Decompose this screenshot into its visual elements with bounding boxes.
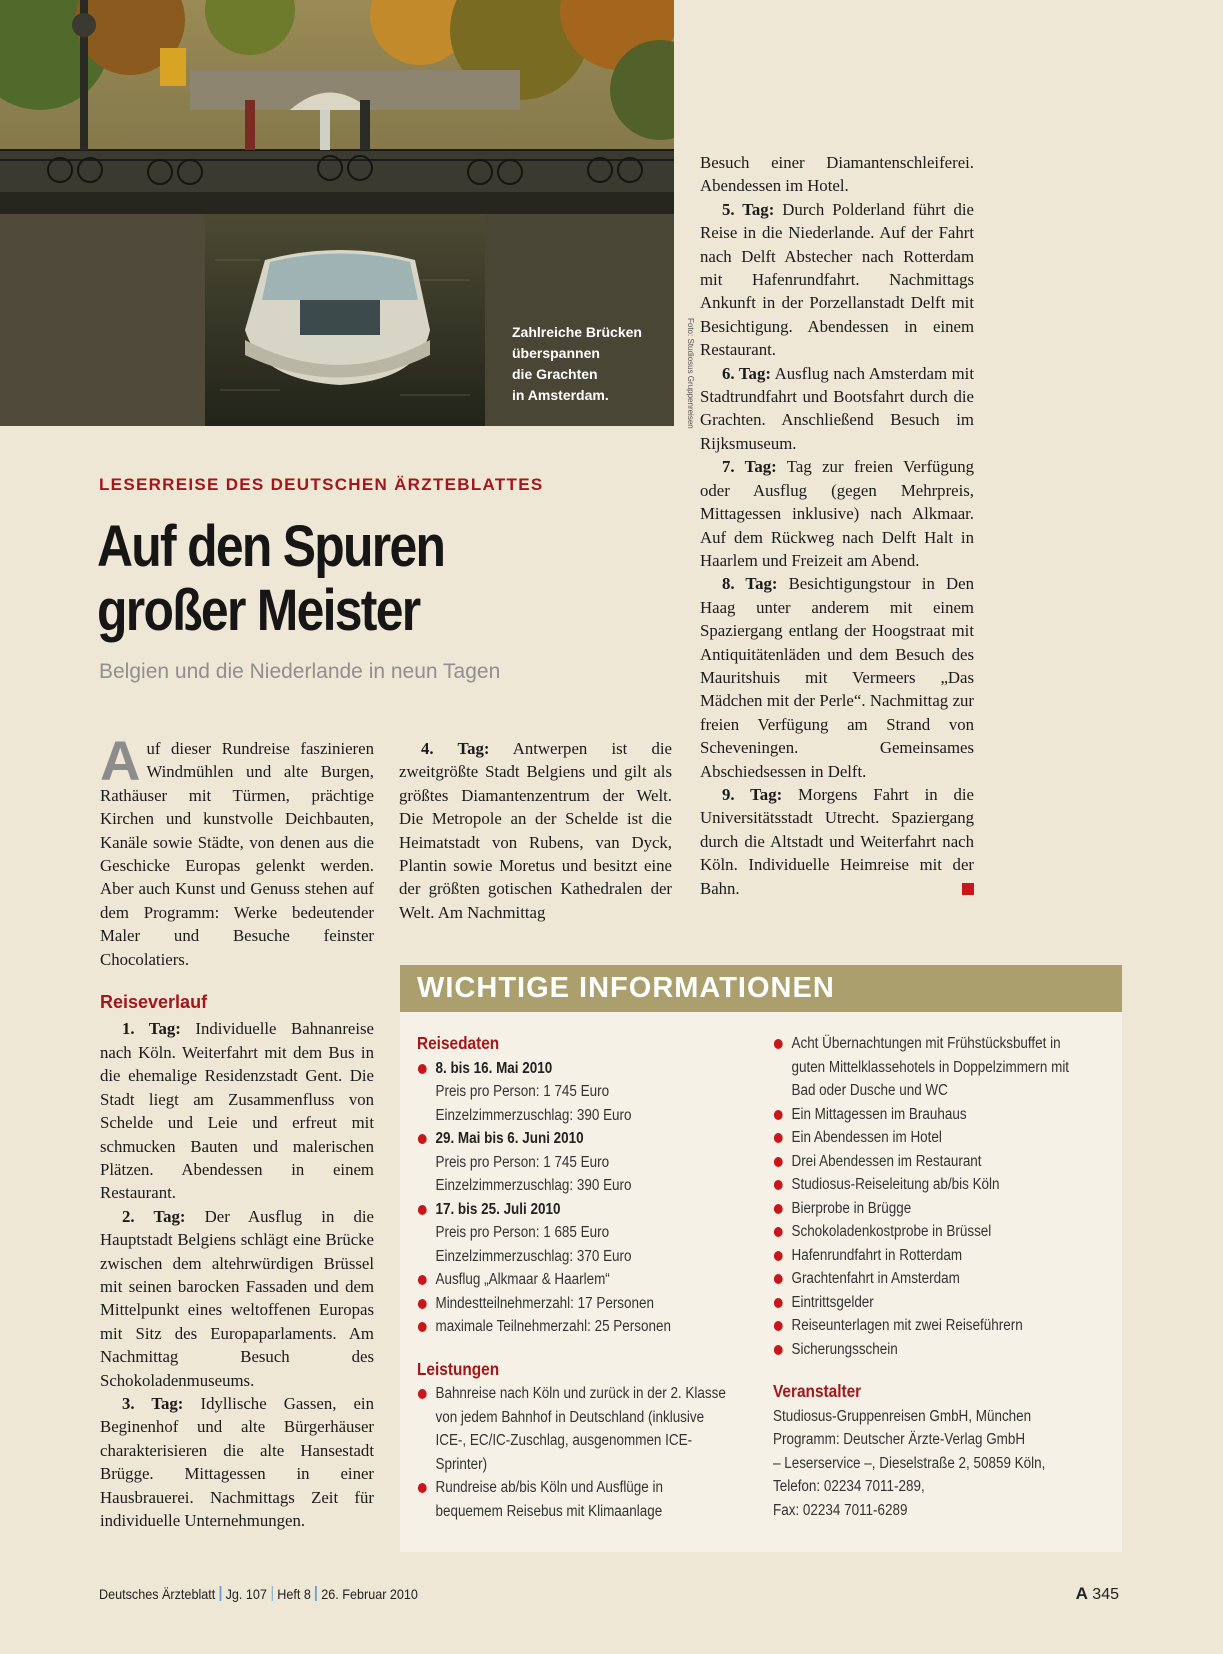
day-paragraph: 1. Tag: Individuelle Bahnanreise nach Köln. Weiterfahrt mit dem Bus in die ehemalige Residenzstadt Gent. Die Stadt liegt am Zusammenfluss von Schelde und Leie und erfreut mit schmucken Bauten und malerischen Plätzen. Abendessen in einem Restaurant. bbox=[100, 1019, 374, 1203]
journal-name: Deutsches Ärzteblatt bbox=[99, 1586, 216, 1602]
leistungen-list-continued bbox=[773, 1032, 1085, 1361]
leistungen-list bbox=[417, 1382, 729, 1523]
day-paragraph: 4. Tag: Antwerpen ist die zweitgrößte Stadt Belgiens und gilt als größtes Diamantenzentrum der Welt. Die Metropole an der Schelde ist die Heimatstadt von Rubens, van Dyck, Plantin sowie Moretus und besitzt eine der größten gotischen Kathedralen der Welt. Am Nachmittag bbox=[399, 739, 672, 922]
day-paragraph: 2. Tag: Der Ausflug in die Hauptstadt Belgiens schlägt eine Brücke zwischen dem altehrwürdigen Brüssel mit seinen barocken Fassaden und dem Mittelpunkt eines weltoffenen Europas mit Sitz des Europaparlaments. Am Nachmittag Besuch des Schokoladenmuseums. bbox=[100, 1206, 375, 1390]
day-paragraph: 5. Tag: Durch Polderland führt die Reise in die Niederlande. Auf der Fahrt nach Delft Abstecher nach Rotterdam mit Hafenrundfahrt. Nachmittags Ankunft in der Porzellanstadt Delft mit Besichtigung. Abendessen in einem Restaurant. bbox=[700, 199, 975, 360]
article-column-2 bbox=[399, 737, 672, 924]
caption-line: in Amsterdam. bbox=[512, 387, 609, 403]
list-item: Grachtenfahrt in Amsterdam bbox=[773, 1267, 1085, 1291]
page-number: A 345 bbox=[1075, 1584, 1119, 1603]
veranstalter-line: Programm: Deutscher Ärzte-Verlag GmbH bbox=[773, 1431, 1026, 1448]
date-item: 29. Mai bis 6. Juni 2010 Preis pro Person: 1 745 Euro Einzelzimmerzuschlag: 390 Euro bbox=[417, 1127, 729, 1198]
date-item: 8. bis 16. Mai 2010 Preis pro Person: 1 745 Euro Einzelzimmerzuschlag: 390 Euro bbox=[417, 1057, 729, 1128]
list-item: Schokoladenkostprobe in Brüssel bbox=[773, 1220, 1085, 1244]
section-heading: Reiseverlauf bbox=[100, 992, 208, 1013]
day-paragraph: 6. Tag: Ausflug nach Amsterdam mit Stadtrundfahrt und Bootsfahrt durch die Grachten. Anschließend Besuch im Rijksmuseum. bbox=[700, 363, 974, 453]
date-item: 17. bis 25. Juli 2010 Preis pro Person: 1 685 Euro Einzelzimmerzuschlag: 370 Euro bbox=[417, 1198, 729, 1269]
end-mark bbox=[962, 883, 974, 895]
list-item: Acht Übernachtungen mit Frühstücksbuffet in guten Mittelklassehotels in Doppelzimmern mit Bad oder Dusche und WC bbox=[773, 1032, 1085, 1103]
subtitle: Belgien und die Niederlande in neun Tagen bbox=[99, 660, 501, 683]
infobox-header bbox=[400, 965, 1122, 1012]
caption-line: die Grachten bbox=[512, 366, 598, 382]
list-item: Mindestteilnehmerzahl: 17 Personen bbox=[417, 1292, 729, 1316]
divider bbox=[220, 1586, 221, 1601]
list-item: Sicherungsschein bbox=[773, 1338, 1085, 1362]
list-item: Ein Abendessen im Hotel bbox=[773, 1126, 1085, 1150]
intro-paragraph: Auf dieser Rundreise faszinieren Windmühlen und alte Burgen, Rathäuser mit Türmen, prächtige Kirchen und kunstvolle Deichbauten, Kanäle sowie Städte, von denen aus die Geschicke Europas gelenkt werden. Aber auch Kunst und Genuss stehen auf dem Programm: Werke bedeutender Maler und Besuche feinster Chocolatiers. bbox=[100, 729, 374, 969]
divider bbox=[271, 1586, 272, 1601]
page-footer bbox=[99, 1586, 418, 1602]
reisedaten-heading: Reisedaten bbox=[417, 1033, 500, 1053]
list-item: Drei Abendessen im Restaurant bbox=[773, 1150, 1085, 1174]
dates-list bbox=[417, 1057, 729, 1339]
infobox-column-1 bbox=[417, 1032, 729, 1523]
article-column-3 bbox=[700, 151, 974, 900]
list-item: Reiseunterlagen mit zwei Reiseführern bbox=[773, 1314, 1085, 1338]
infobox bbox=[400, 1012, 1122, 1552]
day-paragraph-continued: Besuch einer Diamantenschleiferei. Abendessen im Hotel. bbox=[700, 153, 974, 196]
infobox-column-2 bbox=[773, 1032, 1085, 1522]
day-paragraph: 8. Tag: Besichtigungstour in Den Haag unter anderem mit einem Spaziergang entlang der Hoogstraat mit Antiquitätenläden und dem Besuch des Mauritshuis mit Vermeers „Das Mädchen mit der Perle“. Nachmittag zur freien Verfügung am Strand von Scheveningen. Gemeinsames Abschiedsessen in Delft. bbox=[700, 574, 974, 781]
list-item: maximale Teilnehmerzahl: 25 Personen bbox=[417, 1315, 729, 1339]
issue: Heft 8 bbox=[277, 1586, 311, 1602]
list-item: Ein Mittagessen im Brauhaus bbox=[773, 1103, 1085, 1127]
day-paragraph: 3. Tag: Idyllische Gassen, ein Beginenhof und alte Bürgerhäuser charakterisieren die alte Hansestadt Brügge. Mittagessen in einer Hausbrauerei. Nachmittags Zeit für individuelle Unternehmungen. bbox=[100, 1393, 374, 1530]
veranstalter-line: Telefon: 02234 7011-289, bbox=[773, 1478, 925, 1495]
photo-caption bbox=[512, 322, 662, 406]
leistungen-heading: Leistungen bbox=[417, 1358, 500, 1379]
day-paragraph: 7. Tag: Tag zur freien Verfügung oder Ausflug (gegen Mehrpreis, Mittagessen inklusive) nach Alkmaar. Auf dem Rückweg nach Delft Halt in Haarlem und Freizeit am Abend. bbox=[700, 457, 974, 570]
photo-credit: Foto: Studiosus Gruppenreisen bbox=[686, 318, 695, 429]
volume: Jg. 107 bbox=[225, 1586, 267, 1602]
list-item: Rundreise ab/bis Köln und Ausflüge in bequemem Reisebus mit Klimaanlage bbox=[417, 1476, 729, 1523]
veranstalter-line: Fax: 02234 7011-6289 bbox=[773, 1501, 908, 1519]
caption-line: Zahlreiche Brücken bbox=[512, 324, 642, 340]
infobox-title: WICHTIGE INFORMATIONEN bbox=[417, 972, 835, 1004]
veranstalter-line: – Leserservice –, Dieselstraße 2, 50859 Köln, bbox=[773, 1454, 1046, 1472]
list-item: Hafenrundfahrt in Rotterdam bbox=[773, 1244, 1085, 1268]
issue-date: 26. Februar 2010 bbox=[321, 1586, 418, 1602]
list-item: Bierprobe in Brügge bbox=[773, 1197, 1085, 1221]
canal-photo bbox=[0, 0, 674, 426]
veranstalter-line: Studiosus-Gruppenreisen GmbH, München bbox=[773, 1407, 1032, 1425]
list-item: Studiosus-Reiseleitung ab/bis Köln bbox=[773, 1173, 1085, 1197]
headline bbox=[97, 515, 544, 643]
dropcap: A bbox=[100, 729, 141, 792]
kicker: LESERREISE DES DEUTSCHEN ÄRZTEBLATTES bbox=[99, 475, 544, 494]
article-column-1 bbox=[100, 729, 375, 1532]
day-paragraph: 9. Tag: Morgens Fahrt in die Universitätsstadt Utrecht. Spaziergang durch die Altstadt und Weiterfahrt nach Köln. Individuelle Heimreise mit der Bahn. bbox=[700, 784, 975, 898]
headline-line-2: großer Meister bbox=[97, 578, 420, 643]
list-item: Eintrittsgelder bbox=[773, 1291, 1085, 1315]
list-item: Bahnreise nach Köln und zurück in der 2. Klasse von jedem Bahnhof in Deutschland (inklusive ICE-, EC/IC-Zuschlag, ausgenommen ICE-Sprinter) bbox=[417, 1382, 729, 1476]
headline-line-1: Auf den Spuren bbox=[97, 514, 445, 579]
list-item: Ausflug „Alkmaar & Haarlem“ bbox=[417, 1268, 729, 1292]
caption-line: überspannen bbox=[512, 345, 600, 361]
veranstalter-heading: Veranstalter bbox=[773, 1381, 862, 1401]
divider bbox=[315, 1586, 316, 1601]
